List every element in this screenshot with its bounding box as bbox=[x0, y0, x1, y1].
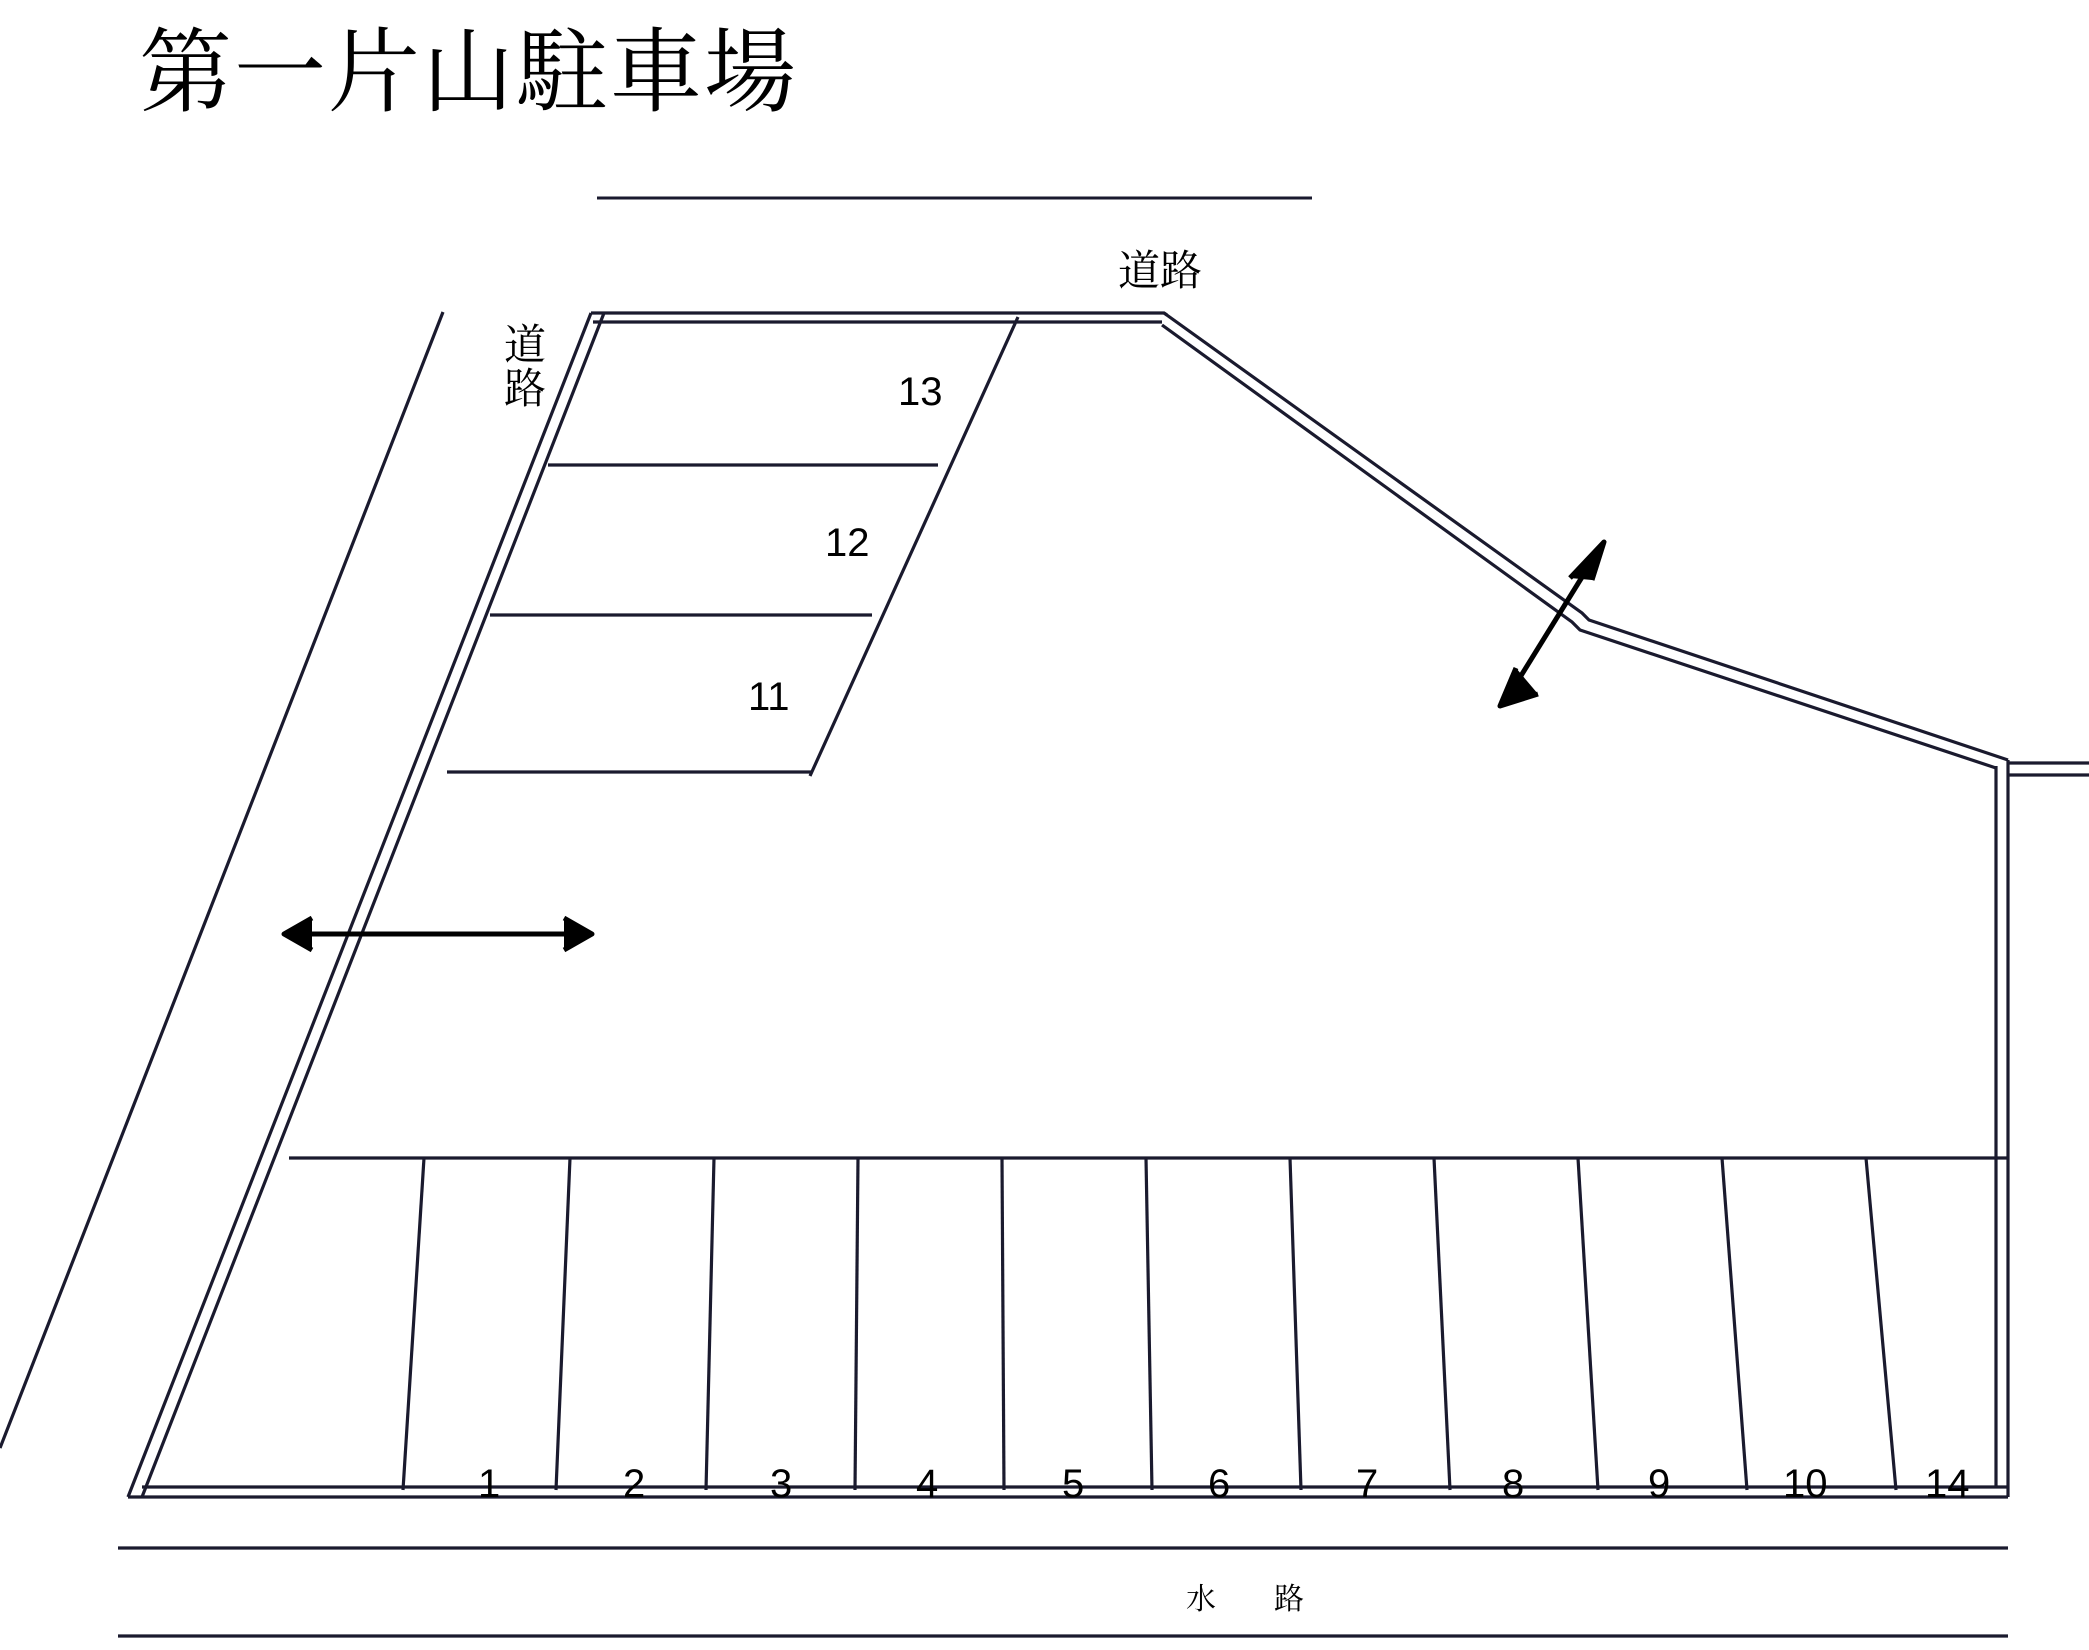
stall-label-12: 12 bbox=[825, 521, 870, 565]
stall-label-7: 7 bbox=[1356, 1462, 1379, 1506]
label-road-left: 道路 bbox=[498, 322, 547, 410]
stall-label-3: 3 bbox=[770, 1462, 793, 1506]
stall-label-10: 10 bbox=[1783, 1462, 1828, 1506]
label-road-top: 道路 bbox=[1118, 246, 1203, 295]
stall-label-8: 8 bbox=[1502, 1462, 1525, 1506]
stall-label-1: 1 bbox=[478, 1462, 501, 1506]
stall-label-14: 14 bbox=[1925, 1462, 1970, 1506]
page-title: 第一片山駐車場 bbox=[140, 19, 799, 126]
label-canal: 水 路 bbox=[1186, 1582, 1318, 1617]
stall-label-5: 5 bbox=[1062, 1462, 1085, 1506]
stall-label-2: 2 bbox=[623, 1462, 646, 1506]
stall-label-6: 6 bbox=[1208, 1462, 1231, 1506]
stall-label-11: 11 bbox=[748, 675, 790, 719]
stall-label-4: 4 bbox=[916, 1462, 939, 1506]
stall-label-13: 13 bbox=[898, 370, 943, 414]
stall-label-9: 9 bbox=[1648, 1462, 1671, 1506]
